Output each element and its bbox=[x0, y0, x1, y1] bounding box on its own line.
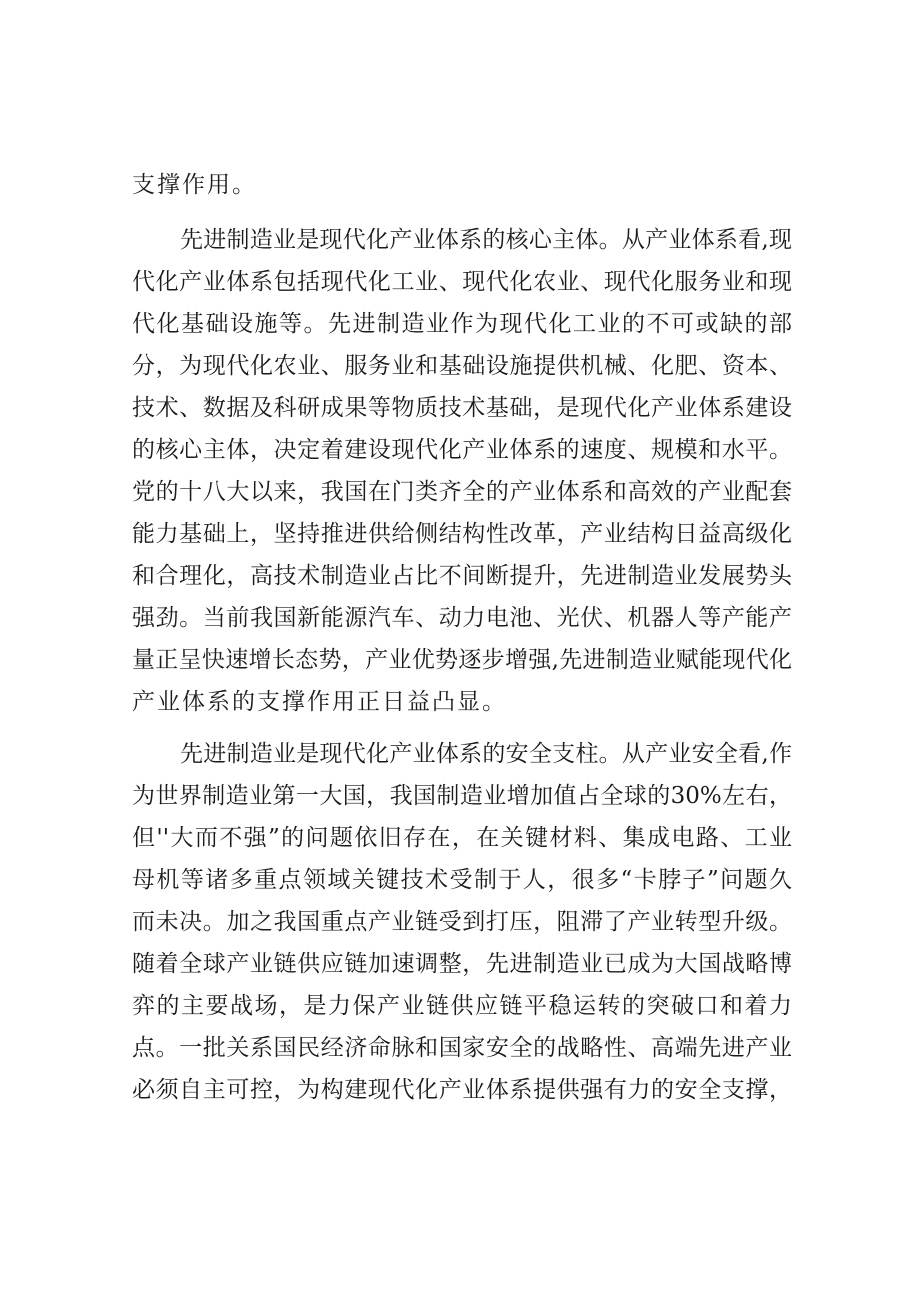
text-line: 代化产业体系包括现代化工业、现代化农业、现代化服务业和现 bbox=[132, 269, 792, 295]
text-line: 代化基础设施等。先进制造业作为现代化工业的不可或缺的部 bbox=[132, 311, 792, 337]
paragraph-first-line: 先进制造业是现代化产业体系的核心主体。从产业体系看,现 bbox=[180, 227, 792, 253]
text-line: 而未决。加之我国重点产业链受到打压，阻滞了产业转型升级。 bbox=[132, 909, 792, 935]
text-line: 技术、数据及科研成果等物质技术基础，是现代化产业体系建设 bbox=[132, 395, 792, 421]
text-line: 随着全球产业链供应链加速调整，先进制造业已成为大国战略博 bbox=[132, 951, 792, 977]
text-line: 量正呈快速增长态势，产业优势逐步增强,先进制造业赋能现代化 bbox=[132, 647, 792, 673]
text-line: 为世界制造业第一大国，我国制造业增加值占全球的30%左右， bbox=[132, 783, 792, 809]
text-line: 点。一批关系国民经济命脉和国家安全的战略性、高端先进产业 bbox=[132, 1035, 792, 1061]
text-line: 支撑作用。 bbox=[132, 172, 257, 198]
text-line: 能力基础上，坚持推进供给侧结构性改革，产业结构日益高级化 bbox=[132, 521, 792, 547]
paragraph-first-line: 先进制造业是现代化产业体系的安全支柱。从产业安全看,作 bbox=[180, 741, 792, 767]
text-line: 分，为现代化农业、服务业和基础设施提供机械、化肥、资本、 bbox=[132, 353, 792, 379]
text-line: 弈的主要战场，是力保产业链供应链平稳运转的突破口和着力 bbox=[132, 993, 792, 1019]
text-line: 和合理化，高技术制造业占比不间断提升，先进制造业发展势头 bbox=[132, 563, 792, 589]
text-line: 必须自主可控，为构建现代化产业体系提供强有力的安全支撑， bbox=[132, 1077, 792, 1103]
text-line: 产业体系的支撑作用正日益凸显。 bbox=[132, 689, 507, 715]
text-line: 的核心主体，决定着建设现代化产业体系的速度、规模和水平。 bbox=[132, 437, 792, 463]
text-line: 但''大而不强”的问题依旧存在，在关键材料、集成电路、工业 bbox=[132, 825, 792, 851]
text-line: 母机等诸多重点领域关键技术受制于人，很多“卡脖子”问题久 bbox=[132, 867, 792, 893]
text-line: 党的十八大以来，我国在门类齐全的产业体系和高效的产业配套 bbox=[132, 479, 792, 505]
text-line: 强劲。当前我国新能源汽车、动力电池、光伏、机器人等产能产 bbox=[132, 605, 792, 631]
